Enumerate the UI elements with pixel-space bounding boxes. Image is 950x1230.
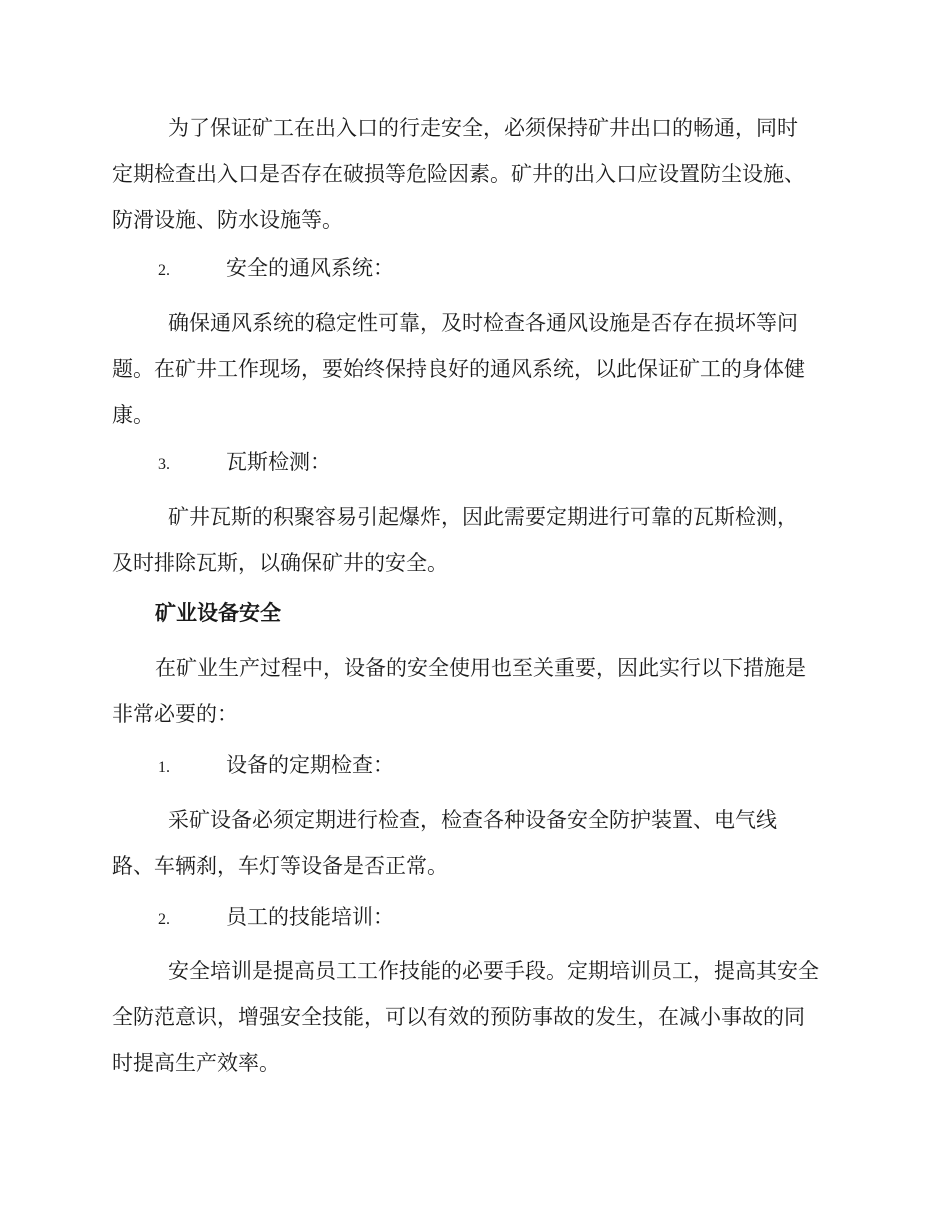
list-item-ventilation bbox=[158, 253, 394, 283]
text-line: 为了保证矿工在出入口的行走安全，必须保持矿井出口的畅通，同时 bbox=[168, 116, 798, 140]
list-number: 3. bbox=[158, 456, 170, 473]
list-label: 瓦斯检测： bbox=[226, 450, 331, 474]
list-label: 安全的通风系统： bbox=[226, 256, 394, 280]
list-number: 2. bbox=[158, 911, 170, 928]
text-line: 全防范意识，增强安全技能，可以有效的预防事故的发生，在减小事故的同 bbox=[112, 1005, 805, 1029]
text-line: 在矿业生产过程中，设备的安全使用也至关重要，因此实行以下措施是 bbox=[155, 656, 806, 680]
section-heading: 矿业设备安全 bbox=[155, 600, 281, 625]
text-line: 确保通风系统的稳定性可靠，及时检查各通风设施是否存在损坏等问 bbox=[168, 311, 798, 335]
gas-paragraph bbox=[112, 494, 832, 586]
list-item-inspection bbox=[158, 750, 394, 780]
text-line: 路、车辆刹，车灯等设备是否正常。 bbox=[112, 854, 448, 878]
text-line: 非常必要的： bbox=[112, 702, 238, 726]
list-number: 1. bbox=[158, 759, 170, 776]
list-label: 设备的定期检查： bbox=[226, 753, 394, 777]
text-line: 及时排除瓦斯，以确保矿井的安全。 bbox=[112, 551, 448, 575]
list-item-gas bbox=[158, 447, 331, 477]
list-label: 员工的技能培训： bbox=[226, 905, 394, 929]
list-item-training bbox=[158, 902, 394, 932]
text-line: 定期检查出入口是否存在破损等危险因素。矿井的出入口应设置防尘设施、 bbox=[112, 162, 805, 186]
inspection-paragraph bbox=[112, 797, 832, 889]
text-line: 时提高生产效率。 bbox=[112, 1051, 280, 1075]
text-line: 康。 bbox=[112, 403, 154, 427]
text-line: 采矿设备必须定期进行检查，检查各种设备安全防护装置、电气线 bbox=[168, 808, 777, 832]
ventilation-paragraph bbox=[112, 300, 832, 438]
text-line: 矿井瓦斯的积聚容易引起爆炸，因此需要定期进行可靠的瓦斯检测， bbox=[168, 505, 798, 529]
intro-paragraph bbox=[112, 105, 832, 243]
text-line: 防滑设施、防水设施等。 bbox=[112, 208, 343, 232]
text-line: 题。在矿井工作现场，要始终保持良好的通风系统，以此保证矿工的身体健 bbox=[112, 357, 805, 381]
list-number: 2. bbox=[158, 262, 170, 279]
text-line: 安全培训是提高员工工作技能的必要手段。定期培训员工，提高其安全 bbox=[168, 959, 819, 983]
equipment-intro-paragraph bbox=[112, 645, 832, 737]
training-paragraph bbox=[112, 948, 832, 1086]
